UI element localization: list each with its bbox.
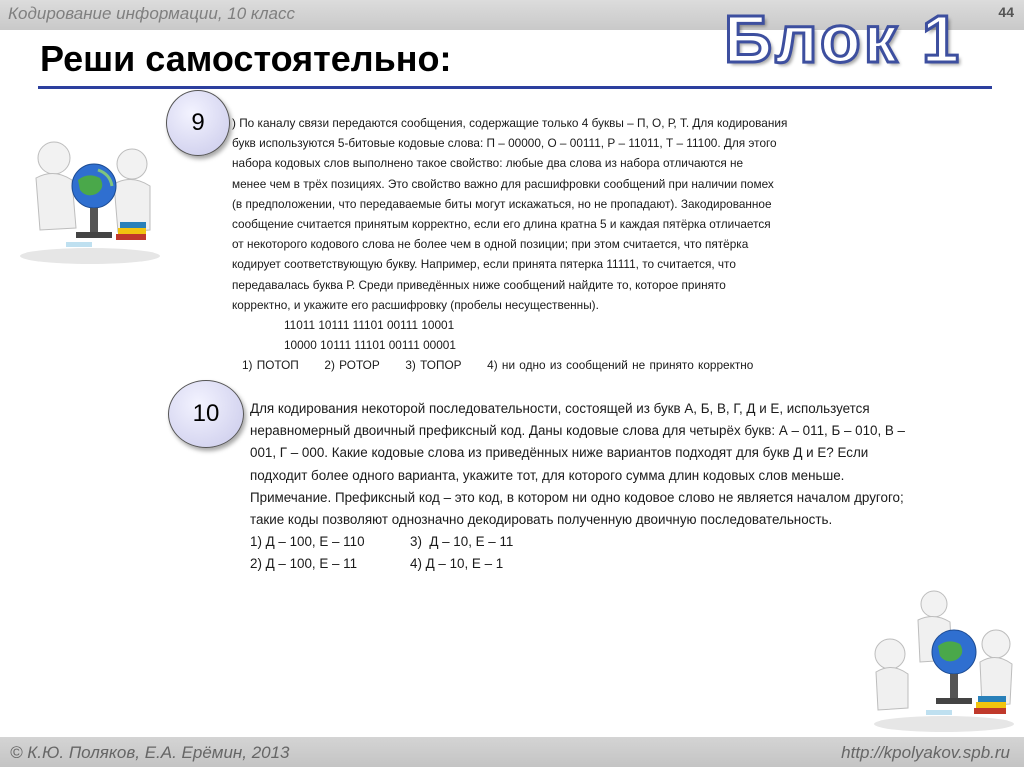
task-9-text (232, 113, 842, 376)
task-10-option: 2) Д – 100, Е – 11 (250, 556, 358, 572)
task-10-paragraph: Для кодирования некоторой последовательности, состоящей из букв А, Б, В, Г, Д и Е, используется неравномерный двоичный префиксный код. Даны кодовые слова для четырёх букв: А – 011, Б – 010, В – 001, Г – 000. Какие кодовые слова из приведённых ниже вариантов подходят для букв Д и Е? Если подходит более одного варианта, укажите тот, для которого сумма длин кодовых слов меньше. (250, 401, 906, 483)
task-10-note: Примечание. Префиксный код – это код, в котором ни одно кодовое слово не является началом другого; такие коды позволяют однозначно декодировать полученную двоичную последовательность. (250, 489, 904, 528)
task-10-options-row (250, 531, 915, 553)
task-10-text (250, 398, 915, 576)
task-9-line: менее чем в трёх позициях. Это свойство важно для расшифровки сообщений при наличии помех (232, 176, 774, 191)
task-9-line: букв используются 5-битовые кодовые слова: П – 00000, О – 00111, Р – 11011, Т – 11100. Для этого (232, 136, 777, 151)
page-number: 44 (998, 4, 1014, 20)
task-9-badge: 9 (166, 90, 230, 156)
task-9-answers: 1) ПОТОП 2) РОТОР 3) ТОПОР 4) ни одно из сообщений не принято корректно (242, 358, 754, 373)
task-9-line: набора кодовых слов выполнено такое свойство: любые два слова из набора отличаются не (232, 156, 744, 171)
task-9-code-line: 11011 10111 11101 00111 10001 (284, 318, 455, 333)
task-9-line: кодирует соответствующую букву. Например, если принята пятерка 11111, то считается, что (232, 257, 736, 272)
task-10-option: 1) Д – 100, Е – 110 (250, 534, 365, 550)
task-10-badge: 10 (168, 380, 244, 448)
task-9-code-line: 10000 10111 11101 00111 00001 (284, 338, 456, 353)
heading-rule (38, 86, 992, 89)
people-with-globe-icon (14, 118, 166, 268)
site-url-link[interactable]: http://kpolyakov.spb.ru (841, 743, 1010, 762)
task-9-line: сообщение считается принятым корректно, если его длина кратна 5 и каждая пятёрка отличается (232, 217, 771, 232)
task-9-line: передавалась буква Р. Среди приведённых ниже сообщений найдите то, которое принято (232, 277, 726, 292)
course-title: Кодирование информации, 10 класс (8, 4, 295, 23)
task-9-line: (в предположении, что передаваемые биты могут искажаться, но не пропадают). Закодированное (232, 196, 772, 211)
authors-credit: © К.Ю. Поляков, Е.А. Ерёмин, 2013 (10, 743, 290, 762)
block-title: Блок 1 (724, 2, 963, 77)
task-9-line: ) По каналу связи передаются сообщения, содержащие только 4 буквы – П, О, Р, Т. Для кодирования (232, 116, 788, 130)
people-with-globe-icon (868, 590, 1020, 735)
task-10-option: 3) Д – 10, Е – 11 (410, 534, 514, 550)
task-9-line: от некоторого кодового слова не более чем в одной позиции; при этом считается, что пятёрка (232, 237, 749, 252)
task-10-option: 4) Д – 10, Е – 1 (410, 556, 504, 572)
task-9-line: корректно, и укажите его расшифровку (пробелы несущественны). (232, 297, 599, 312)
task-10-options-row (250, 553, 915, 575)
slide-heading: Реши самостоятельно: (40, 38, 452, 79)
